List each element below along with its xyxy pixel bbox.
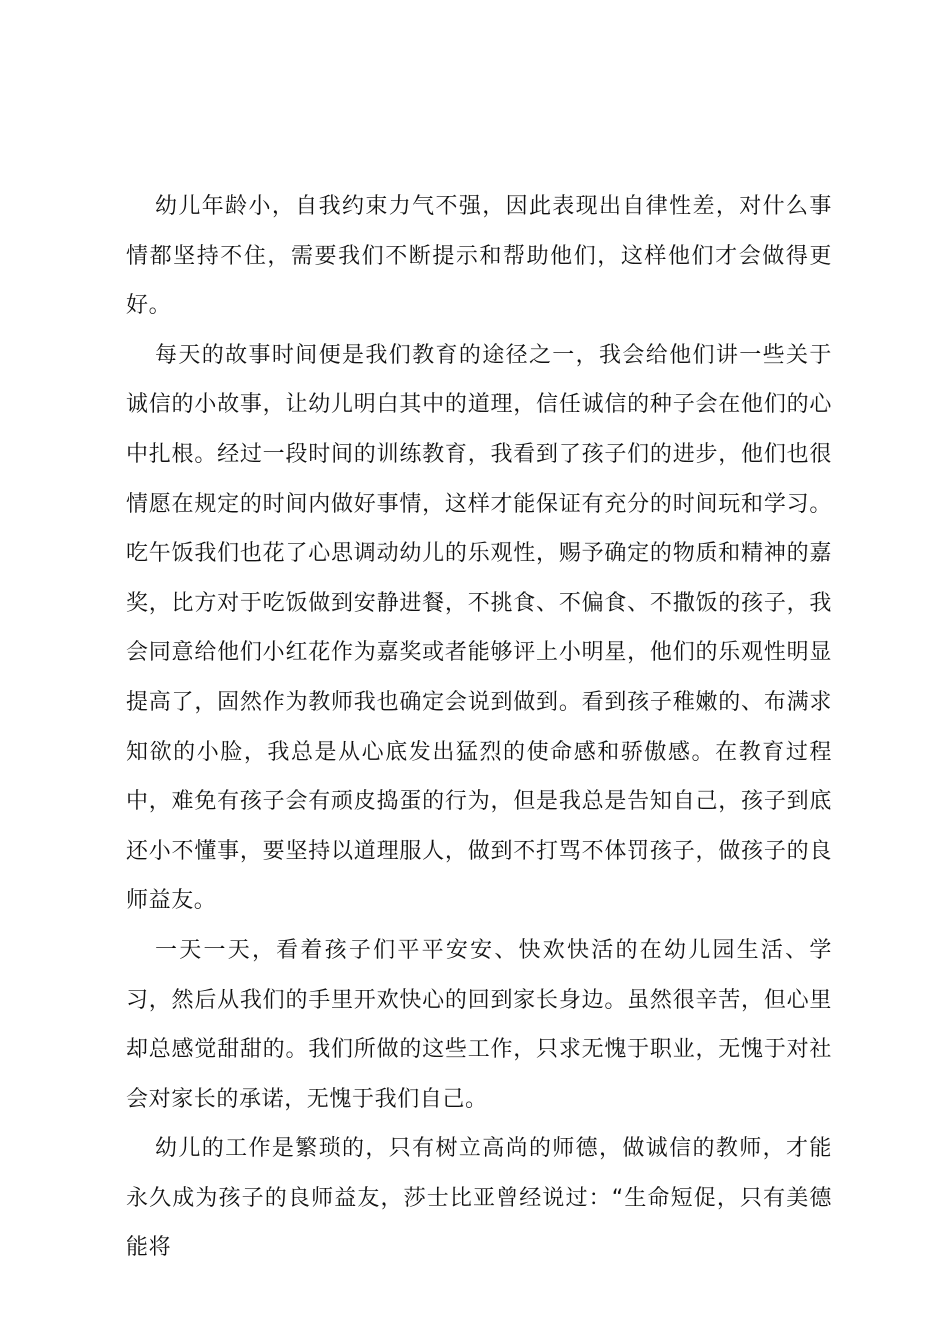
document-body — [126, 182, 832, 1273]
paragraph-story-time: 每天的故事时间便是我们教育的途径之一，我会给他们讲一些关于诚信的小故事，让幼儿明白其中的道理，信任诚信的种子会在他们的心中扎根。经过一段时间的训练教育，我看到了孩子们的进步，他们也很情愿在规定的时间内做好事情，这样才能保证有充分的时间玩和学习。吃午饭我们也花了心思调动幼儿的乐观性，赐予确定的物质和精神的嘉奖，比方对于吃饭做到安静进餐，不挑食、不偏食、不撒饭的孩子，我会同意给他们小红花作为嘉奖或者能够评上小明星，他们的乐观性明显提高了，固然作为教师我也确定会说到做到。看到孩子稚嫩的、布满求知欲的小脸，我总是从心底发出猛烈的使命感和骄傲感。在教育过程中，难免有孩子会有顽皮捣蛋的行为，但是我总是告知自己，孩子到底还小不懂事，要坚持以道理服人，做到不打骂不体罚孩子，做孩子的良师益友。 — [126, 342, 832, 914]
paragraph-teacher-ethics: 幼儿的工作是繁琐的，只有树立高尚的师德，做诚信的教师，才能永久成为孩子的良师益友，莎士比亚曾经说过：“生命短促，只有美德能将 — [126, 1136, 832, 1261]
paragraph-self-discipline: 幼儿年龄小，自我约束力气不强，因此表现出自律性差，对什么事情都坚持不住，需要我们不断提示和帮助他们，这样他们才会做得更好。 — [126, 194, 832, 319]
paragraph-daily-care: 一天一天，看着孩子们平平安安、快欢快活的在幼儿园生活、学习，然后从我们的手里开欢快心的回到家长身边。虽然很辛苦，但心里却总感觉甜甜的。我们所做的这些工作，只求无愧于职业，无愧于对社会对家长的承诺，无愧于我们自己。 — [126, 937, 832, 1112]
